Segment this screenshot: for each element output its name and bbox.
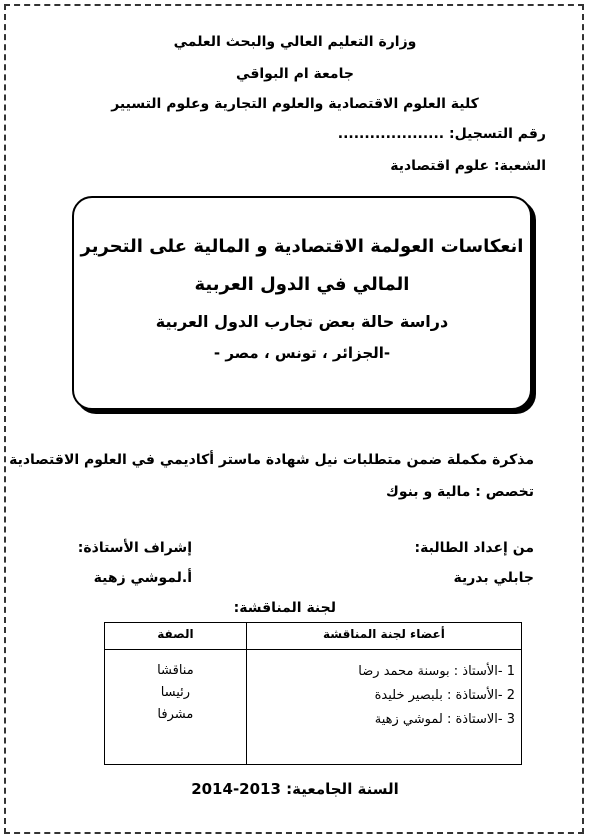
registration-number: رقم التسجيل: .................... [337, 126, 546, 142]
role-2: رئيسا [160, 685, 191, 700]
branch-label: الشعبة: علوم اقتصادية [390, 158, 546, 174]
col-role-header: الصفة [105, 623, 247, 650]
student-label: من إعداد الطالبة: [414, 540, 534, 556]
table-row [105, 650, 522, 765]
members-cell [246, 650, 521, 765]
subtitle-countries: -الجزائر ، تونس ، مصر - [213, 344, 391, 362]
supervisor-name: أ.لموشي زهية [93, 570, 192, 586]
thesis-description: مذكرة مكملة ضمن متطلبات نيل شهادة ماستر أكاديمي في العلوم الاقتصادية [9, 452, 534, 468]
supervisor-label: إشراف الأستاذة: [77, 540, 192, 556]
committee-table [104, 622, 522, 765]
roles-cell [105, 650, 247, 765]
faculty-heading: كلية العلوم الاقتصادية والعلوم التجارية وعلوم التسيير [111, 96, 479, 112]
role-3: مشرفا [157, 707, 194, 722]
subtitle-case-study: دراسة حالة بعض تجارب الدول العربية [155, 312, 449, 331]
specialization: تخصص : مالية و بنوك [385, 484, 534, 500]
role-1: مناقشا [157, 663, 194, 678]
student-name: جابلي بدرية [453, 570, 534, 586]
member-2: 2 -الأستاذة : بلبصير خليدة [374, 688, 515, 703]
ministry-heading: وزارة التعليم العالي والبحث العلمي [173, 34, 417, 50]
university-heading: جامعة ام البواقي [236, 66, 354, 82]
thesis-title-box [72, 196, 532, 410]
member-1: 1 -الأستاذ : بوسنة محمد رضا [358, 664, 515, 679]
academic-year: السنة الجامعية: 2013-2014 [191, 780, 399, 798]
member-3: 3 -الاستاذة : لموشي زهية [374, 712, 515, 727]
col-members-header: أعضاء لجنة المناقشة [246, 623, 521, 650]
title-line-2: المالي في الدول العربية [194, 274, 410, 295]
title-line-1: انعكاسات العولمة الاقتصادية و المالية على التحرير [80, 236, 524, 257]
committee-heading: لجنة المناقشة: [233, 600, 336, 616]
